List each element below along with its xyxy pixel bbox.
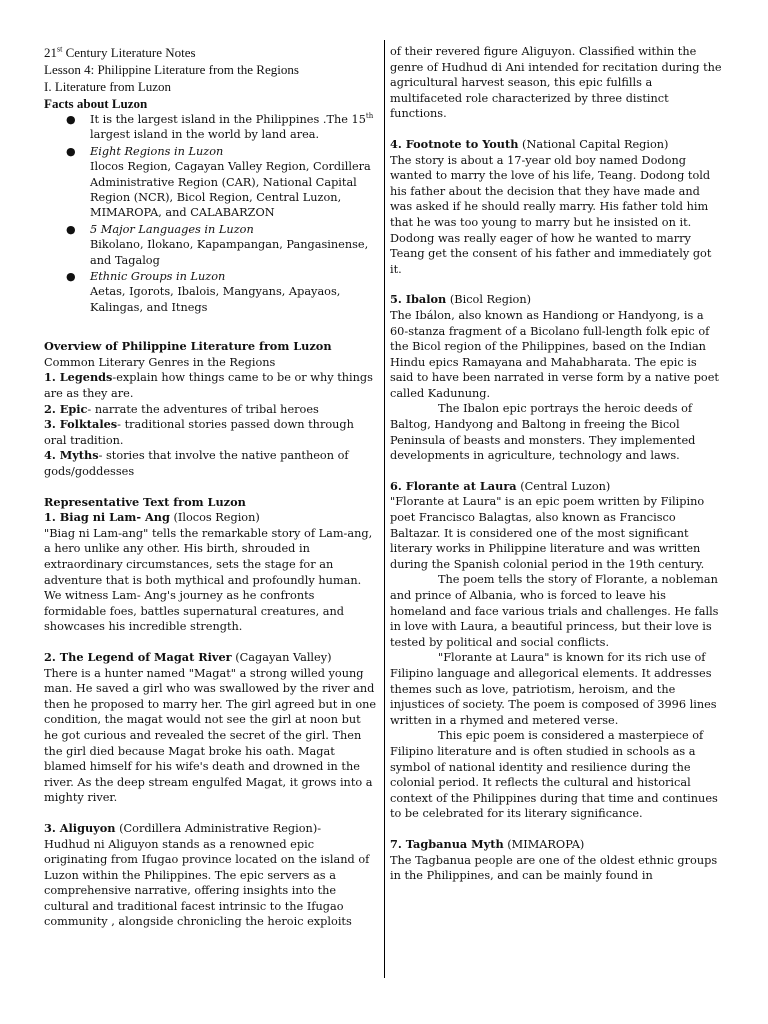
facts-list xyxy=(66,112,378,315)
text-2-body: There is a hunter named "Magat" a strong willed young man. He saved a girl who was swallowed by the river and then he proposed to marry her. The girl agreed but in one condition, the magat would not see the girl at noon but he got curious and revealed the secret of the girl. Then the girl died because Magat broke his oath. Magat blamed himself for his wife's death and drowned in the river. As the deep stream engulfed Magat, it grows into a mighty river. xyxy=(44,666,377,805)
text-2-title: 2. The Legend of Magat River (Cagayan Valley) xyxy=(44,649,332,664)
genre-item: 3. Folktales- traditional stories passed down through oral tradition. xyxy=(44,417,354,447)
genre-item: 2. Epic- narrate the adventures of tribal heroes xyxy=(44,401,319,416)
text-3-continued: of their revered figure Aliguyon. Classified within the genre of Hudhud di Ani intended for recitation during the agricultural harvest season, this epic fulfills a multifaceted role characterized by three distinct functions. xyxy=(390,45,722,121)
left-column xyxy=(44,44,378,930)
overview-section xyxy=(44,339,378,479)
right-column xyxy=(390,44,722,884)
text-6-body: "Florante at Laura" is an epic poem written by Filipino poet Francisco Balagtas, also known as Francisco Baltazar. It is considered one of the most significant literary works in Philippine literature and was written during the Spanish colonial period in the 19th century. xyxy=(390,495,705,571)
list-item: ● 5 Major Languages in Luzon Bikolano, Ilokano, Kapampangan, Pangasinense, and Tagalog xyxy=(66,222,369,267)
text-5-body: The Ibálon, also known as Handiong or Handyong, is a 60-stanza fragment of a Bicolano full-length folk epic of the Bicol region of the Philippines, based on the Indian Hindu epics Ramayana and Mahabharata. The epic is said to have been narrated in verse form by a native poet called Kadunung. xyxy=(390,308,719,400)
text-4-title: 4. Footnote to Youth (National Capital Region) xyxy=(390,136,669,151)
text-1-body: "Biag ni Lam-ang" tells the remarkable story of Lam-ang, a hero unlike any other. His birth, shrouded in extraordinary circumstances, sets the stage for an adventure that is both mythical and profoundly human. We witness Lam- Ang's journey as he confronts formidable foes, battles supernatural creatures, and showcases his incredible strength. xyxy=(44,526,373,634)
bullet-icon: ● xyxy=(66,144,76,158)
overview-subtitle: Common Literary Genres in the Regions xyxy=(44,355,276,369)
representative-heading: Representative Text from Luzon xyxy=(44,494,246,509)
section-title: I. Literature from Luzon xyxy=(44,79,172,94)
list-item: ● Ethnic Groups in Luzon Aetas, Igorots, Ibalois, Mangyans, Apayaos, Kalingas, and Itnegs xyxy=(66,270,341,314)
text-3-body: Hudhud ni Aliguyon stands as a renowned epic originating from Ifugao province located on the island of Luzon within the Philippines. The epic servers as a comprehensive narrative, offering insights into the cultural and traditional facest intrinsic to the Ifugao community , alongside chronicling the heroic exploits xyxy=(44,837,370,929)
text-6-title: 6. Florante at Laura (Central Luzon) xyxy=(390,478,611,493)
overview-heading: Overview of Philippine Literature from Luzon xyxy=(44,339,332,354)
lesson-title: Lesson 4: Philippine Literature from the Regions xyxy=(44,62,299,77)
text-4-body: The story is about a 17-year old boy named Dodong wanted to marry the love of his life, Teang. Dodong told his father about the decision that they have made and was asked if he should really marry. His father told him that he was too young to marry but he insisted on it. Dodong was really eager of how he wanted to marry Teang get the consent of his father and immediately got it. xyxy=(390,153,712,276)
column-divider xyxy=(384,40,385,978)
text-7-body: The Tagbanua people are one of the oldest ethnic groups in the Philippines, and can be mainly found in xyxy=(390,853,718,883)
text-3-title: 3. Aliguyon (Cordillera Administrative Region)- xyxy=(44,820,322,835)
text-6-body: This epic poem is considered a masterpiece of Filipino literature and is often studied in schools as a symbol of national identity and resilience during the colonial period. It reflects the cultural and historical context of the Philippines during that time and continues to be celebrated for its literary significance. xyxy=(390,729,718,821)
course-title: 21st Century Literature Notes xyxy=(44,44,196,60)
facts-heading: Facts about Luzon xyxy=(44,96,148,111)
text-7-title: 7. Tagbanua Myth (MIMAROPA) xyxy=(390,836,585,851)
text-5-body: The Ibalon epic portrays the heroic deeds of Baltog, Handyong and Baltong in freeing the Bicol Peninsula of beasts and monsters. They implemented developments in agriculture, technology and laws. xyxy=(390,402,696,463)
list-item: ● Eight Regions in Luzon Ilocos Region, Cagayan Valley Region, Cordillera Administrative Region (CAR), National Capital Region (NCR), Bicol Region, Central Luzon, MIMAROPA, and CALABARZON xyxy=(66,144,371,220)
list-item: ● It is the largest island in the Philippines .The 15th largest island in the world by land area. xyxy=(66,112,374,142)
bullet-icon: ● xyxy=(66,113,76,126)
text-6-body: "Florante at Laura" is known for its rich use of Filipino language and allegorical elements. It addresses themes such as love, patriotism, heroism, and the injustices of society. The poem is composed of 3996 lines written in a rhymed and metered verse. xyxy=(390,651,717,727)
text-6-body: The poem tells the story of Florante, a nobleman and prince of Albania, who is forced to leave his homeland and face various trials and challenges. He falls in love with Laura, a beautiful princess, but their love is tested by political and social conflicts. xyxy=(390,573,719,649)
text-1-title: 1. Biag ni Lam- Ang (Ilocos Region) xyxy=(44,510,260,525)
genre-item: 4. Myths- stories that involve the native pantheon of gods/goddesses xyxy=(44,448,349,479)
text-5-title: 5. Ibalon (Bicol Region) xyxy=(390,292,532,307)
bullet-icon: ● xyxy=(66,270,76,284)
genre-item: 1. Legends-explain how things came to be or why things are as they are. xyxy=(44,370,373,401)
representative-section xyxy=(44,495,378,930)
bullet-icon: ● xyxy=(66,222,76,236)
